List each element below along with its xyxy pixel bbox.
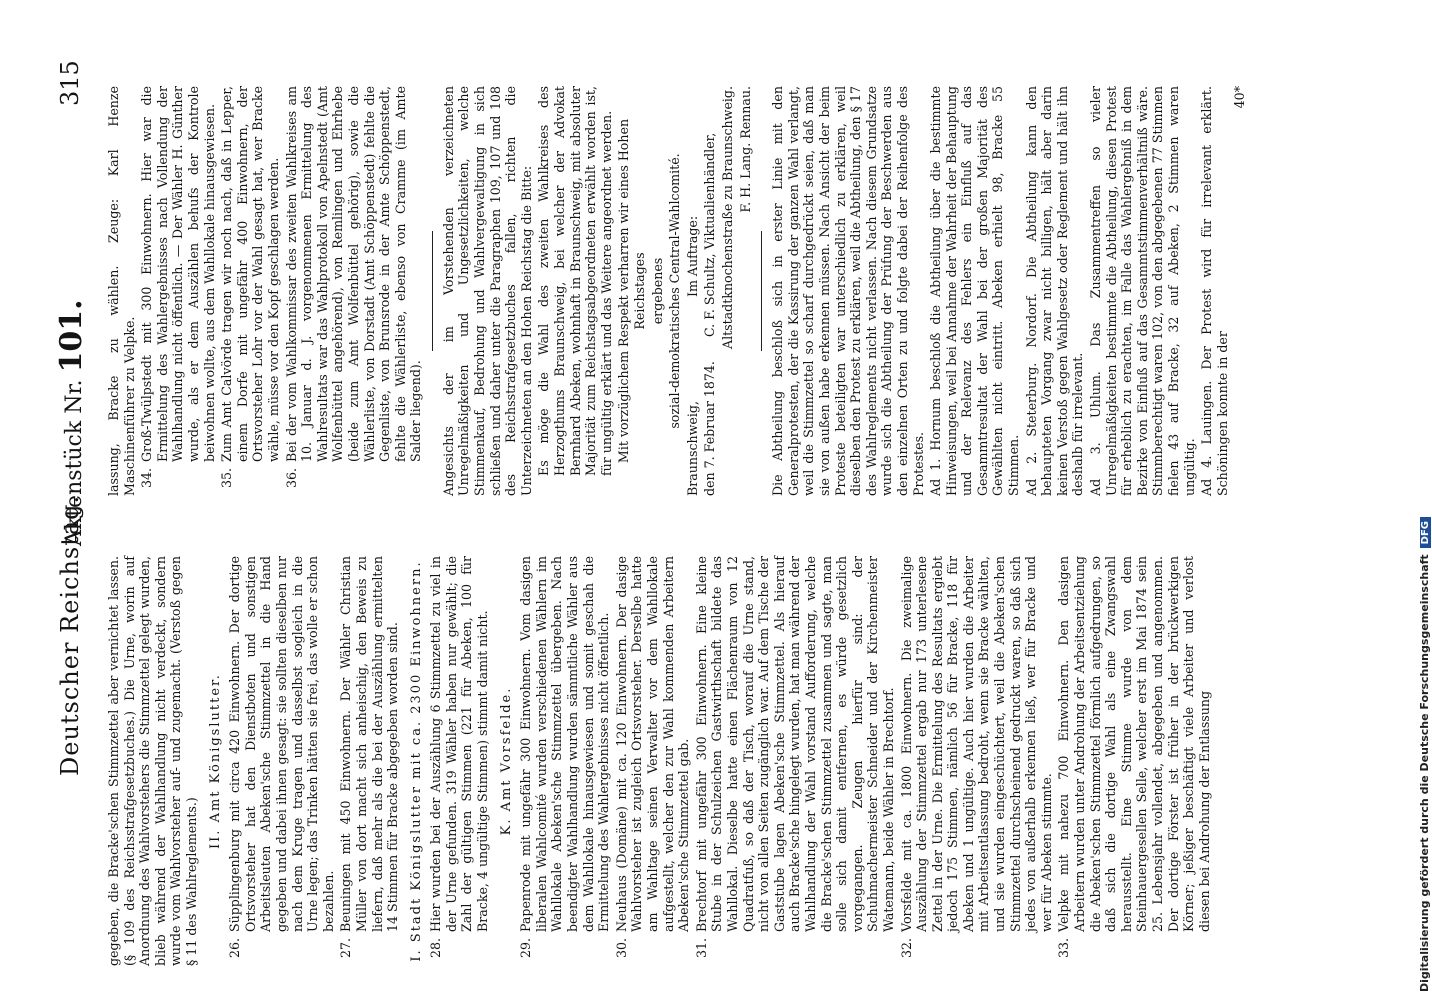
column-right [106, 86, 1250, 496]
item-number: 28. [428, 938, 444, 959]
section-heading: II. Amt Königslutter. [207, 673, 223, 849]
ad-2: Ad 2. Steterburg. Nordorf. Die Abtheilung kann den behaupteten Vorgang zwar nicht billigen, hält aber darin keinen Verstoß gegen Wahlgesetz oder Reglement und hält ihn deshalb für irrelevant. [1023, 86, 1086, 496]
item-number: 31. [693, 938, 709, 959]
divider [432, 231, 433, 351]
list-item [518, 556, 612, 966]
signature-line [702, 86, 718, 496]
list-item [338, 556, 400, 966]
closing-line: Mit vorzüglichem Respekt verharren wir eines Hohen Reichstages [616, 118, 647, 464]
header-center [54, 299, 89, 546]
item-number: 30. [613, 938, 629, 959]
list-item [694, 556, 897, 966]
section-heading: K. Amt Vorsfelde. [498, 686, 514, 836]
item-number: 34. [139, 468, 155, 489]
place: Braunschweig, [684, 401, 700, 496]
signer-1-address: Altstadtknochenstraße zu Braunschweig. [719, 86, 735, 350]
list-item [614, 556, 692, 966]
item-text: Süpplingenburg mit circa 420 Einwohnern. Der dortige Ortsvorsteher hat den Dienstboten und sonstigen Arbeitsleuten Abeken'sche Stimmzettel in die Hand gegeben und dabei ihnen gesagt: sie sollten dieselben nur nach dem Kruge tragen und dasselbst sogleich in die Urne legen; das Trinken hätten sie frei, das wolle er schon bezahlen. [227, 556, 336, 932]
section-heading: I. Stadt Königslutter mit ca. 2300 Einwohnern. [408, 560, 424, 962]
date: den 7. Februar 1874. [702, 361, 718, 496]
page-number: 315 [56, 60, 84, 106]
petition-text: Es möge die Wahl des zweiten Wahlkreises des Herzogthums Braunschweig, bei welcher der Advokat Bernhard Abeken, wohnhaft in Braunschweig, mit absoluter Majorität zum Reichstagsabgeordneten erwählt worden ist, für ungültig erklärt und das Weitere angeordnet werden. [536, 86, 614, 476]
signer-1: C. F. Schultz, Viktualienhändler, [702, 132, 718, 338]
item-number: 33. [1056, 938, 1072, 959]
item-number: 27. [338, 938, 354, 959]
list-item [1056, 556, 1212, 966]
on-behalf: Im Auftrage: [684, 215, 700, 298]
item-text: Zum Amt Calvörde tragen wir noch nach, daß in Lepper, einem Dorfe mit ungefähr 400 Einwohnern, der Ortsvorsteher Lohr vor der Wahl gesagt hat, wer Bracke wähle, müsse vor den Kopf geschlagen werden. [219, 86, 281, 462]
item-number: 35. [219, 468, 235, 489]
header-number: 101. [54, 299, 89, 373]
item-text: Hier wurden bei der Auszählung 6 Stimmzettel zu viel in der Urne gefunden. 319 Wähler haben nur gewählt; die Zahl der gültigen Stimmen (221 für Abeken, 100 für Bracke, 4 ungültige Stimmen) stimmt damit nicht. [428, 556, 491, 932]
dfg-credit [1418, 517, 1431, 992]
commission-para: Die Abtheilung beschloß sich in erster Linie mit den Generalprotesten, der die Kassirung der ganzen Wahl verlangt, weil die Stimmzettel so scharf durchgedrückt seien, daß man sie von außen habe erkennen müssen. Nach Ansicht der beim Proteste beteiligten war unterschiedlich zu erklären, weil dieselben den Protest zu erklären, weil die Abtheilung, den § 17 des Wahlreglements nicht verlassen. Nach diesem Grundsatze wurde sich die Abtheilung der Prüfung der Beschwerden aus den einzelnen Orten zu und folgte dabei der Reihenfolge des Protestes. [770, 86, 926, 496]
signature-block [685, 86, 701, 496]
left-intro: gegeben, die Bracke'schen Stimmzettel aber vernichtet lassen. (§ 109 des Reichsstrafgesetzbuches.) Die Urne, worin auf Anordnung des Wahlvorstehers die Stimmzettel gelegt wurden, blieb während der Wahlhandlung nicht verdeckt, sondern wurde vom Wahlvorsteher auf- und zugemacht. (Verstoß gegen § 11 des Wahlreglements.) [106, 556, 199, 966]
header-left: Deutscher Reichstag. [56, 494, 84, 776]
list-item [219, 86, 281, 496]
item-text: Groß-Twülpstedt mit 300 Einwohnern. Hier war die Ermittelung des Wahlergebnisses nach Vollendung der Wahlhandlung nicht öffentlich. — Der Wähler H. Günther wurde, als er dem Auszählen behufs der Kontrole beiwohnen wollte, aus dem Wahllokale hinausgewiesen. [139, 86, 217, 462]
column-left [106, 556, 1214, 966]
list-item [139, 86, 217, 496]
item-text: Beuningen mit 450 Einwohnern. Der Wähler Christian Müller von dort macht sich anheischig, den Beweis zu liefern, daß mehr als die bei der Auszählung ermittelten 14 Stimmen für Bracke abgegeben worden sind. [338, 556, 401, 932]
page-header [46, 46, 98, 966]
list-item [284, 86, 424, 496]
item-text: Bei der vom Wahlkommissar des zweiten Wahlkreises am 10. Januar d. J. vorgenommenen Ermittelung des Wahlresultats war das Wahlprotokoll von Apelnstedt (Amt Wolfenbüttel angehörend), von Remlingen und Ehrhebe (beide zum Amt Wolfenbüttel gehörig), sowie die Wählerliste, von Dorstadt (Amt Schöppenstedt) fehlte die Gegenliste, von Brunsrode in der Amte Schöppenstedt, fehlte die Wählerliste, ebenso von Cramme (im Amte Salder liegend). [283, 86, 424, 462]
petition-intro: Angesichts der im Vorstehenden verzeichneten Unregelmäßigkeiten und Ungesetzlichkeiten, welche Stimmenkauf, Bedrohung und Wahlvergewaltigung in sich schließen und daher unter die Paragraphen 109, 107 und 108 des Reichsstrafgesetzbuches fallen, richten die Unterzeichneten an den Hohen Reichstag die Bitte: [440, 86, 534, 496]
header-prefix: Aktenstück Nr. [62, 379, 87, 546]
dfg-logo: DFG [1420, 517, 1431, 548]
item-text: Brechtorf mit ungefähr 300 Einwohnern. Eine kleine Stube in der Schulzeichen Gastwirthschaft bildete das Wahllokal. Dieselbe hatte einen Flächenraum von 12 Quadratfuß, so daß der Tisch, worauf die Urne stand, nicht von allen Seiten zugänglich war. Auf dem Tische der Gaststube lagen Abeken'sche Stimmzettel. Als hierauf auch Bracke'sche hingelegt wurden, hat man während der Wahlhandlung der Wahl vorstand Aufforderung, welche die Bracke'schen Stimmzettel zusammen und sagte, man solle sich damit entfernen, es würde gesetzlich vorgegangen. Zeugen hierfür sind: der Schuhmachermeister Schneider und der Kirchenmeister Watemann, beide Wähler in Brechtorf. [693, 556, 896, 932]
item-text: Vorsfelde mit ca. 1800 Einwohnern. Die zweimalige Auszählung der Stimmzettel ergab nur 173 unterlesene Zettel in der Urne. Die Ermittelung des Resultats ergiebt jedoch 175 Stimmen, nämlich 56 für Bracke, 118 für Abeken und 1 ungültige. Auch hier wurden die Arbeiter mit Arbeitsentlassung bedroht, wenn sie Bracke wählten, und sie wurden eingeschüchtert, weil die Abeken'schen Stimmzettel durchscheinend gedruckt waren, so daß sich jedes von außerhalb erkennen ließ, wer für Bracke und wer für Abeken stimmte. [898, 556, 1054, 932]
list-item [899, 556, 1055, 966]
ad-4: Ad 4. Lauingen. Der Protest wird für irrelevant erklärt. Schöningen konnte in der [1199, 86, 1230, 496]
committee-name: sozial-demokratisches Central-Wahlcomité. [667, 153, 683, 429]
closing-word: ergebenes [649, 257, 665, 325]
ad-3: Ad 3. Uhlum. Das Zusammentreffen so vieler Unregelmäßigkeiten bestimmte die Abtheilung, diesen Protest für erheblich zu erachten, im Falle das Wahlergebniß in dem Bezirke von Einfluß auf das Gesammtstimmenverhältniß wäre. Stimmberechtigt waren 102, von den abgegebenen 77 Stimmen fielen 43 auf Bracke, 32 auf Abeken, 2 Stimmen waren ungültig. [1088, 86, 1197, 496]
item-text: Velpke mit nahezu 700 Einwohnern. Den dasigen Arbeitern wurden unter Androhung der Arbeitsentziehung die Abeken'schen Stimmzettel förmlich aufgedrungen, so daß sich die dortige Wahl als eine Zwangswahl herausstellt. Eine Stimme wurde von dem Steinhauergesellen Selle, welcher erst im Mai 1874 sein 25. Lebensjahr vollendet, abgegeben und angenommen. Der dortige Förster ist früher in der brückwerkigen Körner; jeßiger beschäftigt viele Arbeiter und verlost diesen bei Androhung der Entlassung [1056, 556, 1212, 932]
right-intro: lassung, Bracke zu wählen. Zeuge: Karl Henze Maschinenführer zu Velpke. [106, 86, 137, 496]
ad-1: Ad 1. Hornum beschloß die Abtheilung über die bestimmte Hinweisungen, weil bei Annahme der Wahrheit der Behauptung und der Relevanz des Fehlers ein Einfluß auf das Gesammtresultat der Wahl bei der großen Majorität des Gewählten nicht eintritt. Abeken erhielt 98, Bracke 55 Stimmen. [928, 86, 1022, 496]
item-number: 29. [518, 938, 534, 959]
divider [761, 231, 762, 351]
list-item [428, 556, 490, 966]
rotated-page [46, 46, 1406, 966]
item-number: 32. [898, 938, 914, 959]
list-item [227, 556, 336, 966]
item-number: 36. [283, 468, 299, 489]
sheet-mark: 40* [1232, 86, 1248, 109]
item-text: Papenrode mit ungefähr 300 Einwohnern. Vom dasigen liberalen Wahlcomité wurden verschiedenen Wählern im Wahllokale Abeken'sche Stimmzettel übergeben. Nach beendigter Wahlhandlung wurden sämmtliche Wähler aus dem Wahllokale hinausgewiesen und somit geschah die Ermittelung des Wahlergebnisses nicht öffentlich. [518, 556, 612, 932]
signer-2: F. H. Lang. Rennau. [737, 86, 753, 213]
item-number: 26. [227, 938, 243, 959]
credit-text: Digitalisierung gefördert durch die Deutsche Forschungsgemeinschaft [1418, 554, 1431, 992]
item-text: Neuhaus (Domäne) mit ca. 120 Einwohnern. Der dasige Wahlvorsteher ist zugleich Ortsvorsteher. Derselbe hatte am Wahltage seinen Verwalter vor dem Wahllokale aufgestellt, welcher den zur Wahl kommenden Arbeitern Abeken'sche Stimmzettel gab. [613, 556, 692, 932]
